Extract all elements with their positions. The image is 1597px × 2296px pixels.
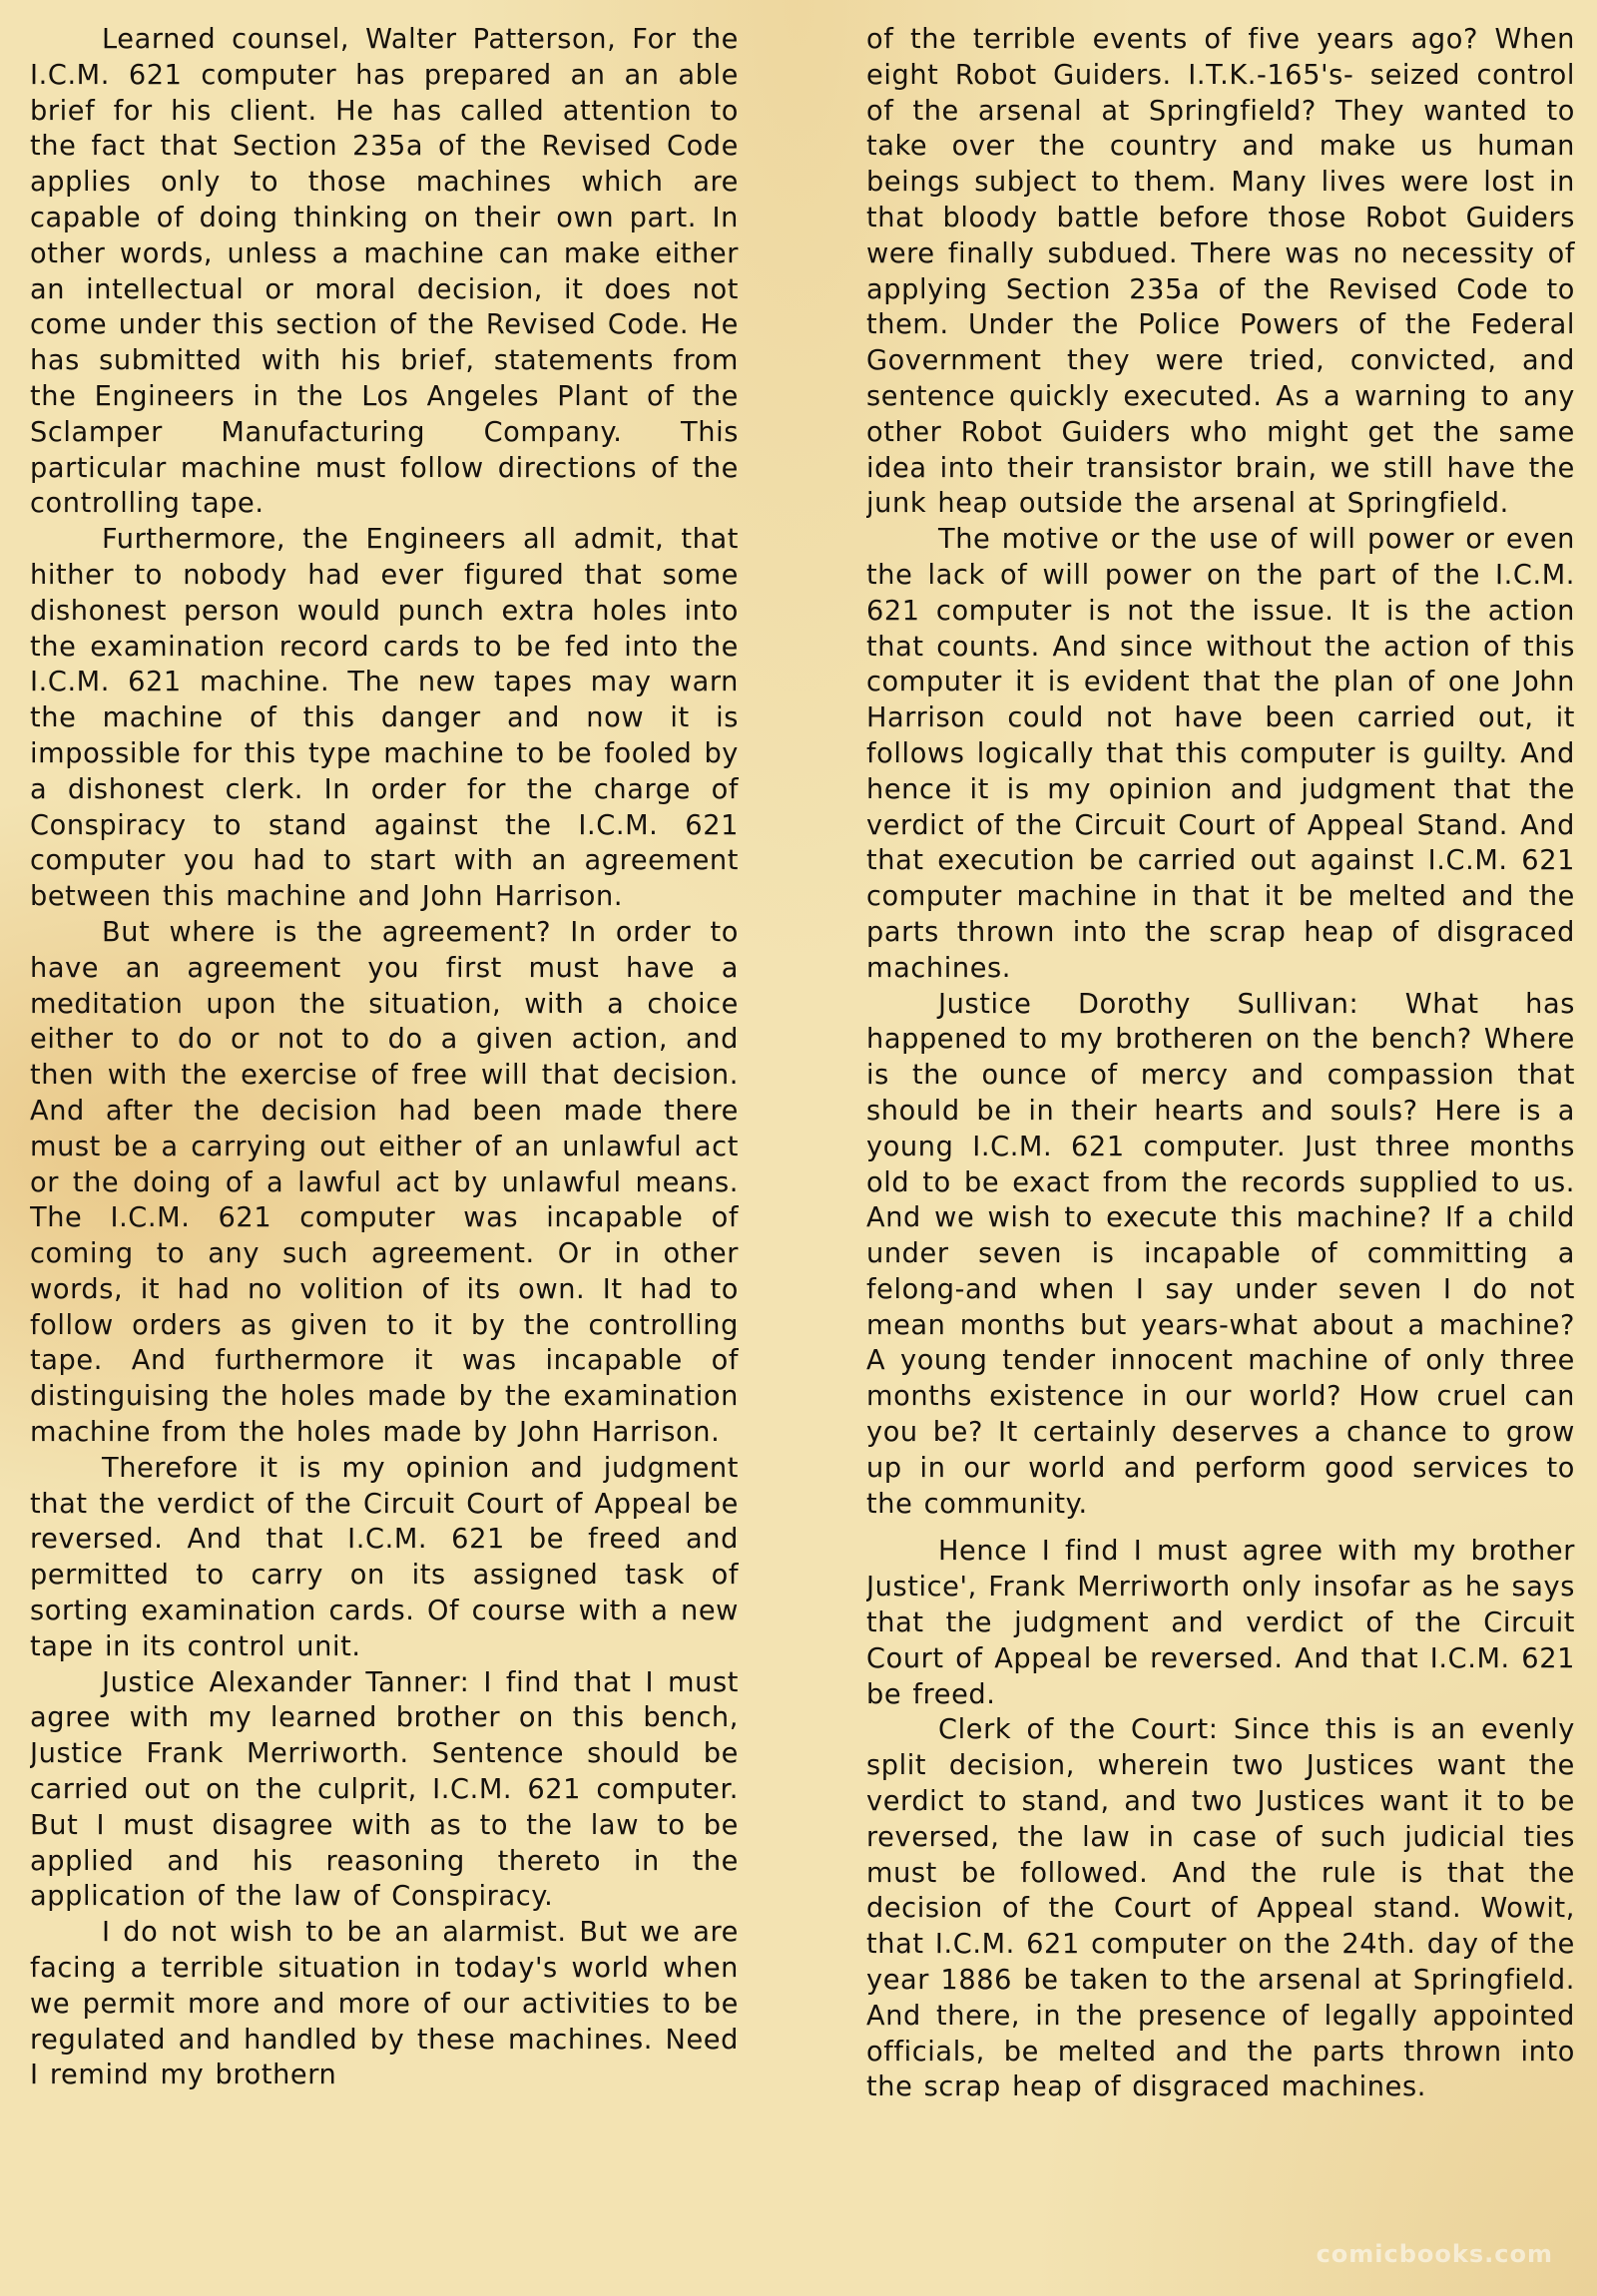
paragraph: Learned counsel, Walter Patterson, For the I.C.M. 621 computer has prepared an an able brief for his client. He has called attention to the fact that Section 235a of the Revised Code applies only to those machines which are capable of doing thinking on their own part. In other words, unless a machine can make either an intellectual or moral decision, it does not come under this section of the Revised Code. He has submitted with his brief, statements from the Engineers in the Los Angeles Plant of the Sclamper Manufacturing Company. This particular machine must follow directions of the controlling tape. (30, 24, 739, 520)
paragraph: Furthermore, the Engineers all admit, that hither to nobody had ever figured that some dishonest person would punch extra holes into the examination record cards to be fed into the I.C.M. 621 machine. The new tapes may warn the machine of this danger and now it is impossible for this type machine to be fooled by a dishonest clerk. In order for the charge of Conspiracy to stand against the I.C.M. 621 computer you had to start with an agreement between this machine and John Harrison. (30, 524, 739, 913)
paragraph: Justice Dorothy Sullivan: What has happened to my brotheren on the bench? Where is the ounce of mercy and compassion that should be in their hearts and souls? Here is a young I.C.M. 621 computer. Just three months old to be exact from the records supplied to us. And we wish to execute this machine? If a child under seven is incapable of committing a felong-and when I say under seven I do not mean months but years-what about a machine? A young tender innocent machine of only three months existence in our world? How cruel can you be? It certainly deserves a chance to grow up in our world and perform good services to the community. (866, 988, 1575, 1520)
paragraph: Clerk of the Court: Since this is an evenly split decision, wherein two Justices want the verdict to stand, and two Justices want it to be reversed, the law in case of such judicial ties must be followed. And the rule is that the decision of the Court of Appeal stand. Wowit, that I.C.M. 621 computer on the 24th. day of the year 1886 be taken to the arsenal at Springfield. And there, in the presence of legally appointed officials, be melted and the parts thrown into the scrap heap of disgraced machines. (866, 1714, 1575, 2103)
paragraph: of the terrible events of five years ago? When eight Robot Guiders. I.T.K.-165's- seized control of the arsenal at Springfield? They wanted to take over the country and make us human beings subject to them. Many lives were lost in that bloody battle before those Robot Guiders were finally subdued. There was no necessity of applying Section 235a of the Revised Code to them. Under the Police Powers of the Federal Government they were tried, convicted, and sentence quickly executed. As a warning to any other Robot Guiders who might get the same idea into their transistor brain, we still have the junk heap outside the arsenal at Springfield. (866, 24, 1575, 520)
paragraph: The motive or the use of will power or even the lack of will power on the part of the I.C.M. 621 computer is not the issue. It is the action that counts. And since without the action of this computer it is evident that the plan of one John Harrison could not have been carried out, it follows logically that this computer is guilty. And hence it is my opinion and judgment that the verdict of the Circuit Court of Appeal Stand. And that execution be carried out against I.C.M. 621 computer machine in that it be melted and the parts thrown into the scrap heap of disgraced machines. (866, 524, 1575, 984)
document-page (30, 22, 1575, 2277)
left-column (30, 22, 739, 2277)
paragraph: Therefore it is my opinion and judgment that the verdict of the Circuit Court of Appeal be reversed. And that I.C.M. 621 be freed and permitted to carry on its assigned task of sorting examination cards. Of course with a new tape in its control unit. (30, 1452, 739, 1662)
paragraph: I do not wish to be an alarmist. But we are facing a terrible situation in today's world when we permit more and more of our activities to be regulated and handled by these machines. Need I remind my brothern (30, 1917, 739, 2091)
right-column (866, 22, 1575, 2277)
watermark: comicbooks.com (1316, 2240, 1553, 2268)
paragraph: Justice Alexander Tanner: I find that I must agree with my learned brother on this bench, Justice Frank Merriworth. Sentence should be carried out on the culprit, I.C.M. 621 computer. But I must disagree with as to the law to be applied and his reasoning thereto in the application of the law of Conspiracy. (30, 1666, 739, 1913)
paragraph: Hence I find I must agree with my brother Justice', Frank Merriworth only insofar as he says that the judgment and verdict of the Circuit Court of Appeal be reversed. And that I.C.M. 621 be freed. (866, 1536, 1575, 1710)
paragraph: But where is the agreement? In order to have an agreement you first must have a meditation upon the situation, with a choice either to do or not to do a given action, and then with the exercise of free will that decision. And after the decision had been made there must be a carrying out either of an unlawful act or the doing of a lawful act by unlawful means. The I.C.M. 621 computer was incapable of coming to any such agreement. Or in other words, it had no volition of its own. It had to follow orders as given to it by the controlling tape. And furthermore it was incapable of distinguising the holes made by the examination machine from the holes made by John Harrison. (30, 916, 739, 1449)
